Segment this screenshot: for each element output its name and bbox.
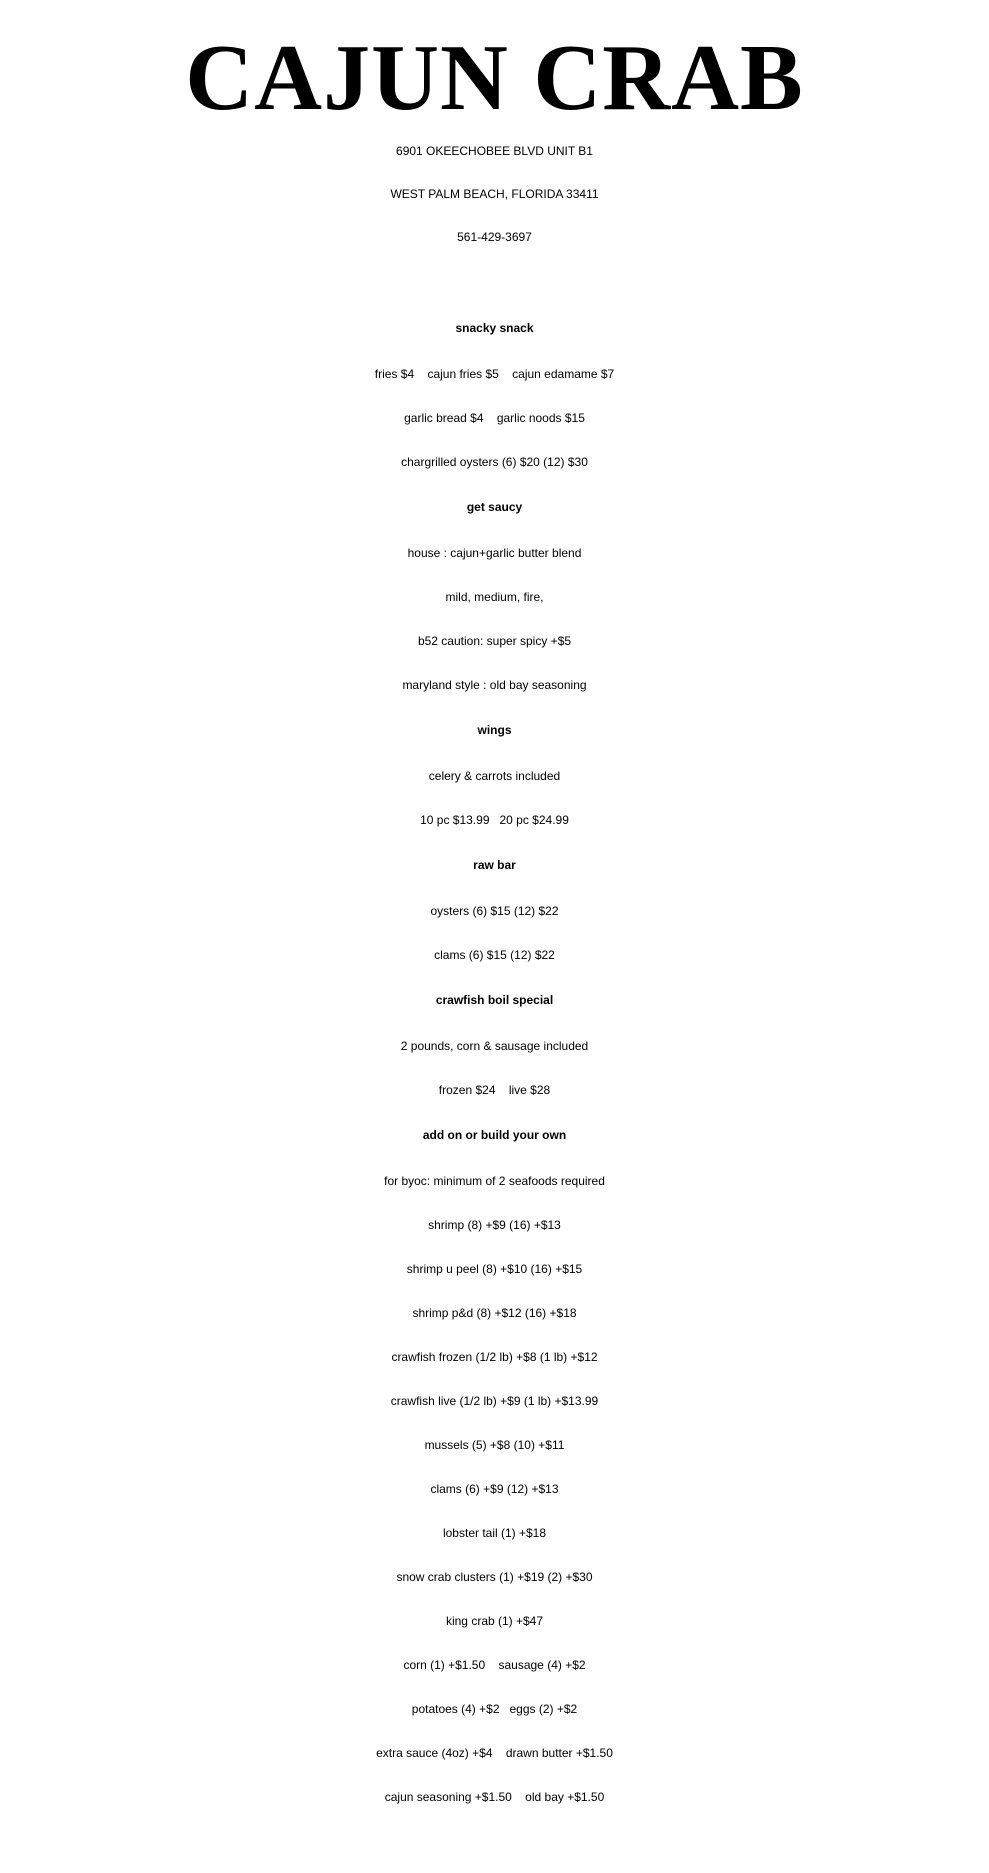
menu-line: b52 caution: super spicy +$5 xyxy=(417,634,572,648)
section-heading: crawfish boil special xyxy=(435,993,554,1007)
menu-line: cajun seasoning +$1.50 old bay +$1.50 xyxy=(384,1790,605,1804)
menu-section xyxy=(0,1112,989,1819)
menu-section xyxy=(0,842,989,977)
menu-line: for byoc: minimum of 2 seafoods required xyxy=(384,1174,605,1188)
menu-list xyxy=(0,305,989,1819)
section-heading: snacky snack xyxy=(455,321,534,335)
section-heading: add on or build your own xyxy=(422,1128,567,1142)
section-heading: get saucy xyxy=(466,500,523,514)
restaurant-address xyxy=(0,130,989,259)
menu-line: lobster tail (1) +$18 xyxy=(442,1526,547,1540)
menu-line: potatoes (4) +$2 eggs (2) +$2 xyxy=(411,1702,578,1716)
section-heading: raw bar xyxy=(473,858,516,872)
menu-line: 10 pc $13.99 20 pc $24.99 xyxy=(420,813,569,827)
menu-line: extra sauce (4oz) +$4 drawn butter +$1.50 xyxy=(376,1746,613,1760)
menu-line: celery & carrots included xyxy=(428,769,561,783)
menu-section xyxy=(0,484,989,707)
menu-line: chargrilled oysters (6) $20 (12) $30 xyxy=(401,455,588,469)
menu-line: mild, medium, fire, xyxy=(445,590,544,604)
restaurant-logo: CAJUN CRAB xyxy=(185,26,804,130)
phone-number: 561-429-3697 xyxy=(457,230,532,244)
menu-line: shrimp (8) +$9 (16) +$13 xyxy=(428,1218,561,1232)
section-heading: wings xyxy=(477,723,512,737)
menu-line: king crab (1) +$47 xyxy=(445,1614,544,1628)
menu-line: shrimp u peel (8) +$10 (16) +$15 xyxy=(406,1262,583,1276)
menu-section xyxy=(0,977,989,1112)
menu-line: house : cajun+garlic butter blend xyxy=(407,546,582,560)
menu-line: fries $4 cajun fries $5 cajun edamame $7 xyxy=(374,367,615,381)
menu-section xyxy=(0,707,989,842)
menu-line: snow crab clusters (1) +$19 (2) +$30 xyxy=(396,1570,593,1584)
menu-line: mussels (5) +$8 (10) +$11 xyxy=(424,1438,565,1452)
menu-line: frozen $24 live $28 xyxy=(438,1083,551,1097)
menu-line: garlic bread $4 garlic noods $15 xyxy=(404,411,585,425)
menu-line: clams (6) +$9 (12) +$13 xyxy=(430,1482,559,1496)
menu-section xyxy=(0,305,989,484)
street-address: 6901 OKEECHOBEE BLVD UNIT B1 xyxy=(396,144,593,158)
menu-line: oysters (6) $15 (12) $22 xyxy=(430,904,559,918)
menu-line: crawfish frozen (1/2 lb) +$8 (1 lb) +$12 xyxy=(391,1350,598,1364)
city-state-zip: WEST PALM BEACH, FLORIDA 33411 xyxy=(390,187,599,201)
menu-line: clams (6) $15 (12) $22 xyxy=(434,948,555,962)
menu-line: shrimp p&d (8) +$12 (16) +$18 xyxy=(412,1306,577,1320)
menu-line: maryland style : old bay seasoning xyxy=(402,678,587,692)
menu-line: corn (1) +$1.50 sausage (4) +$2 xyxy=(403,1658,586,1672)
menu-line: crawfish live (1/2 lb) +$9 (1 lb) +$13.99 xyxy=(390,1394,599,1408)
menu-line: 2 pounds, corn & sausage included xyxy=(400,1039,589,1053)
